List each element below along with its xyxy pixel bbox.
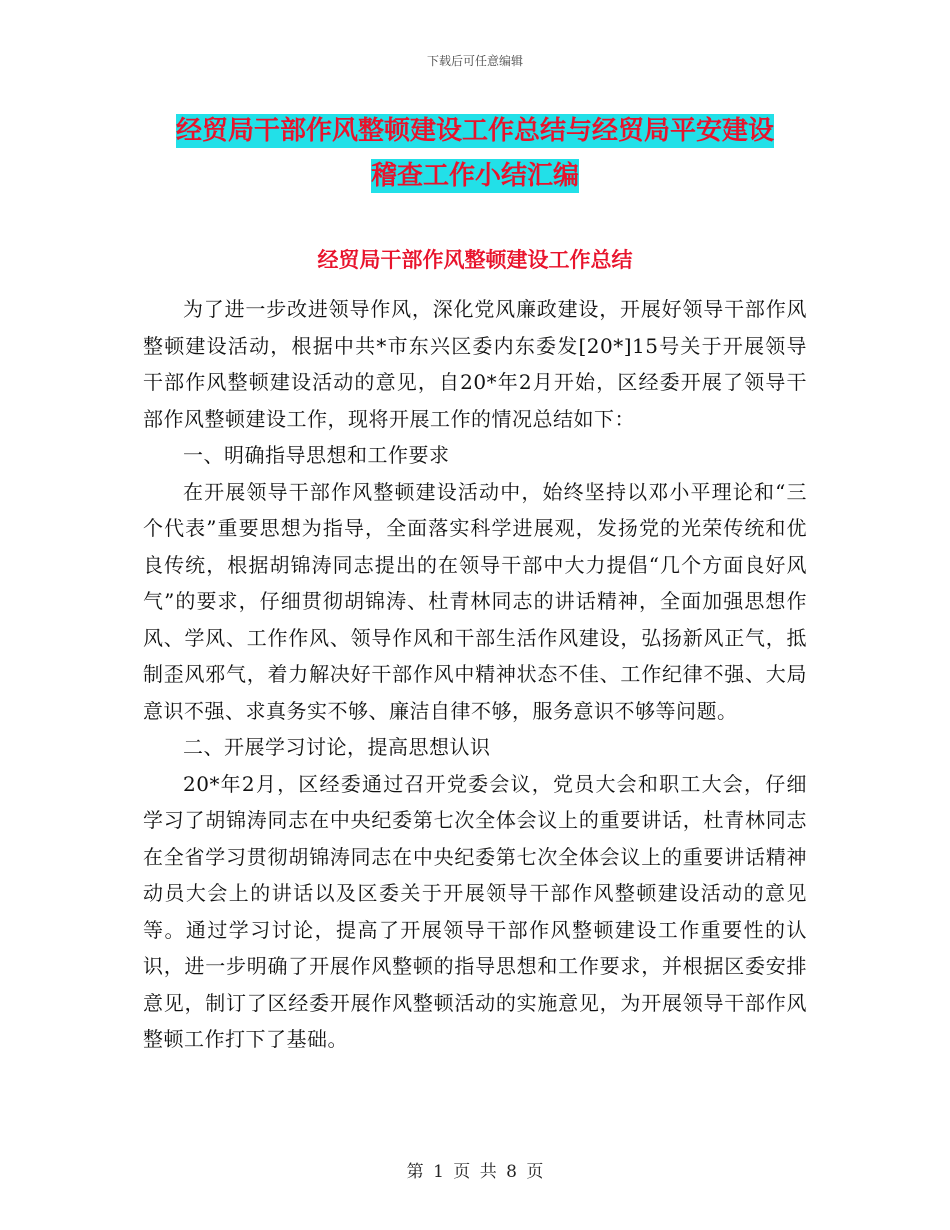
header-note: 下载后可任意编辑 bbox=[426, 54, 523, 68]
paragraph-study-discussion: 20*年2月，区经委通过召开党委会议，党员大会和职工大会，仔细学习了胡锦涛同志在中央纪委第七次全体会议上的重要讲话，杜青林同志在全省学习贯彻胡锦涛同志在中央纪委第七次全体会议上的重要讲话精神动员大会上的讲话以及区委关于开展领导干部作风整顿建设活动的意见等。通过学习讨论，提高了开展领导干部作风整顿建设工作重要性的认识，进一步明确了开展作风整顿的指导思想和工作要求，并根据区委安排意见，制订了区经委开展作风整顿活动的实施意见，为开展领导干部作风整顿工作打下了基础。 bbox=[143, 771, 807, 1051]
document-body bbox=[143, 291, 807, 1058]
paragraph-guiding-thought: 在开展领导干部作风整顿建设活动中，始终坚持以邓小平理论和“三个代表”重要思想为指导，全面落实科学进展观，发扬党的光荣传统和优良传统，根据胡锦涛同志提出的在领导干部中大力提倡“几个方面良好风气”的要求，仔细贯彻胡锦涛、杜青林同志的讲话精神，全面加强思想作风、学风、工作作风、领导作风和干部生活作风建设，弘扬新风正气，抵制歪风邪气，着力解决好干部作风中精神状态不佳、工作纪律不强、大局意识不强、求真务实不够、廉洁自律不够，服务意识不够等问题。 bbox=[143, 479, 807, 723]
heading-two: 二、开展学习讨论，提高思想认识 bbox=[183, 735, 491, 759]
page-footer: 第 1 页 共 8 页 bbox=[406, 1162, 544, 1182]
document-title-line-1 bbox=[143, 108, 807, 154]
paragraph-intro: 为了进一步改进领导作风，深化党风廉政建设，开展好领导干部作风整顿建设活动，根据中共*市东兴区委内东委发[20*]15号关于开展领导干部作风整顿建设活动的意见，自20*年2月开始，区经委开展了领导干部作风整顿建设工作，现将开展工作的情况总结如下： bbox=[143, 297, 807, 431]
heading-one: 一、明确指导思想和工作要求 bbox=[183, 443, 450, 467]
title-highlight-2: 稽查工作小结汇编 bbox=[370, 161, 579, 191]
document-title-line-2 bbox=[143, 153, 807, 199]
title-highlight-1: 经贸局干部作风整顿建设工作总结与经贸局平安建设 bbox=[175, 116, 774, 146]
section-title: 经贸局干部作风整顿建设工作总结 bbox=[317, 247, 633, 272]
